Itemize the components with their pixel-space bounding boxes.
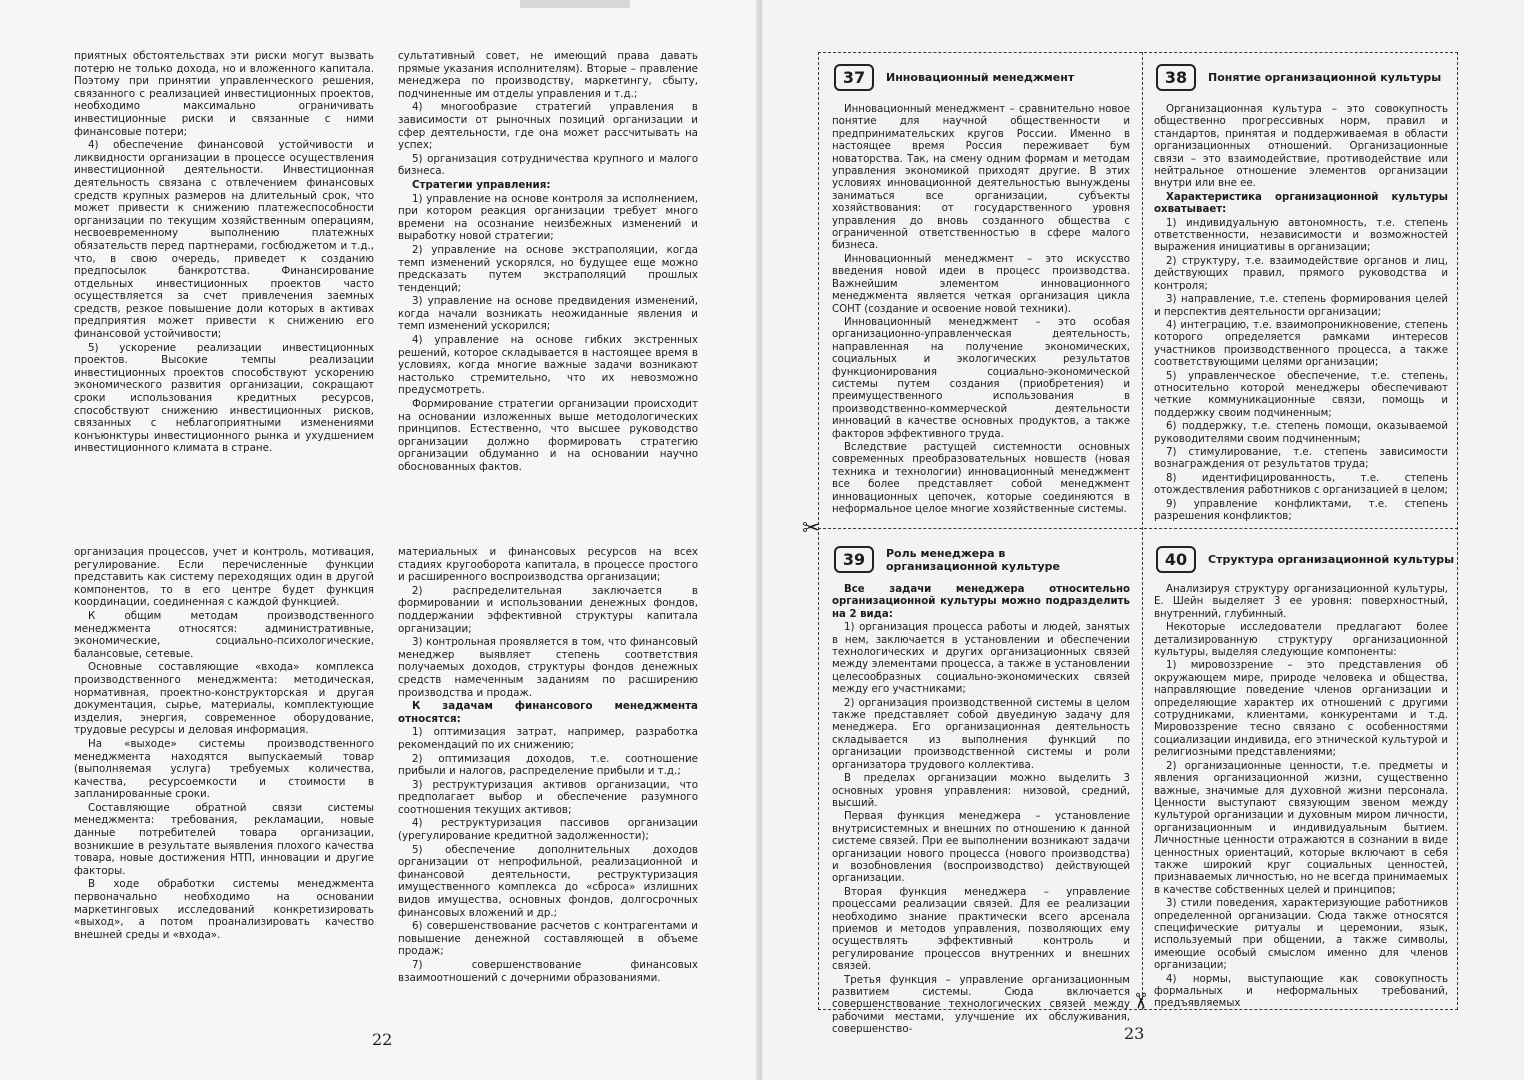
scissors-icon: ✂ xyxy=(1127,991,1153,1011)
paragraph: 1) мировоззрение – это представления об окружающем мире, природе человека и общества, направляющие поведение членов организации и определяющие характер их отношений с другими сотрудниками, клиентами, конкурентами и т.д. Мировоззрение тесно связано с особенностями социализации индивида, его этнической культурой и религиозными представлениями; xyxy=(1154,660,1448,759)
left-top-column-2 xyxy=(398,50,698,475)
paragraph: организация процессов, учет и контроль, мотивация, регулирование. Если перечисленные функции представить как систему переходящих один в другой компонентов, то в его центре будет функция координации, соединенная с каждой функцией. xyxy=(74,546,374,609)
paragraph: 1) управление на основе контроля за исполнением, при котором реакция организации требует много времени на осознание неизбежных изменений и выработку новой стратегии; xyxy=(398,192,698,243)
paragraph: материальных и финансовых ресурсов на всех стадиях кругооборота капитала, в процессе простого и расширенного воспроизводства организации; xyxy=(398,546,698,584)
paragraph: 4) обеспечение финансовой устойчивости и ликвидности организации в процессе осуществления инвестиционной деятельности. Инвестиционная деятельность связана с отвлечением финансовых средств крупных размеров на длительный срок, что может привести к снижению платежеспособности организации по текущим хозяйственным операциям, несвоевременному выполнению платежных обязательств перед партнерами, госбюджетом и т.д., что, в свою очередь, приведет к созданию предпосылок банкротства. Финансирование отдельных инвестиционных проектов часто осуществляется за счет привлечения заемных средств, резкое повышение доли которых в активах предприятия может привести к снижению его финансовой устойчивости; xyxy=(74,139,374,341)
page-number-left: 22 xyxy=(372,1030,393,1049)
paragraph: 5) организация сотрудничества крупного и малого бизнеса. xyxy=(398,152,698,178)
paragraph: В пределах организации можно выделить 3 основных уровня управления: низовой, средний, высший. xyxy=(832,773,1130,809)
paragraph: 6) совершенствование расчетов с контрагентами и повышение денежной составляющей в объеме продаж; xyxy=(398,920,698,958)
paragraph: К общим методам производственного менеджмента относятся: административные, экономические, социально-психологические, балансовые, сетевые. xyxy=(74,609,374,660)
paragraph: 5) ускорение реализации инвестиционных проектов. Высокие темпы реализации инвестиционных проектов способствуют ускорению экономического развития организации, сокращают сроки использования кредитных ресурсов, способствуют снижению инвестиционных рисков, связанных с неблагоприятными изменениями конъюнктуры инвестиционного рынка и ухудшением инвестиционного климата в стране. xyxy=(74,341,374,455)
paragraph: Анализируя структуру организационной культуры, Е. Шейн выделяет 3 ее уровня: поверхностный, внутренний, глубинный. xyxy=(1154,584,1448,620)
paragraph: 3) контрольная проявляется в том, что финансовый менеджер выявляет степень соответствия получаемых доходов, структуры фондов денежных средств намеченным заданиям по расширению производства и продаж. xyxy=(398,636,698,699)
card-body xyxy=(832,104,1130,517)
card-title: Структура организационной культуры xyxy=(1208,553,1455,566)
card-number: 39 xyxy=(834,546,874,573)
paragraph: 1) индивидуальную автономность, т.е. степень ответственности, независимости и возможностей выражения инициативы в организации; xyxy=(1154,217,1448,254)
paragraph: 4) управление на основе гибких экстренных решений, которое складывается в настоящее время в условиях, когда многие важные задачи возникают настолько стремительно, что их невозможно предусмотреть. xyxy=(398,334,698,397)
left-page xyxy=(0,0,760,1080)
card-number: 40 xyxy=(1156,546,1196,573)
scissors-icon: ✂ xyxy=(802,516,821,541)
paragraph: На «выходе» системы производственного менеджмента находятся выпускаемый товар (выполняемая услуга) требуемых количества, качества, ресурсоемкости и стоимости в запланированные сроки. xyxy=(74,737,374,801)
paragraph: Характеристика организационной культуры охватывает: xyxy=(1154,191,1448,216)
card-body xyxy=(832,584,1130,1038)
paragraph: 9) управление конфликтами, т.е. степень разрешения конфликтов; xyxy=(1154,498,1448,522)
section-heading: К задачам финансового менеджмента относятся: xyxy=(398,700,698,725)
paragraph: 5) обеспечение дополнительных доходов организации от непрофильной, реализационной и финансовой деятельности, реструктуризация имущественного комплекса до «сброса» излишних видов имущества, основных фондов, долгосрочных финансовых вложений и др.; xyxy=(398,843,698,919)
card-title: Инновационный менеджмент xyxy=(886,71,1075,84)
paragraph: 5) управленческое обеспечение, т.е. степень, относительно которой менеджеры обеспечивают четкие коммуникационные связи, помощь и поддержку своим подчиненным; xyxy=(1154,370,1448,419)
paragraph: сультативный совет, не имеющий права давать прямые указания исполнителям). Вторые – правление менеджера по производству, маркетингу, сбыту, подчиненные им отделы управления и т.д.; xyxy=(398,50,698,100)
card-body xyxy=(1154,104,1448,524)
paragraph: Организационная культура – это совокупность общественно прогрессивных норм, правил и стандартов, принятая и поддерживаемая в области организационных отношений. Организационные связи – это взаимодействие, противодействие или нейтральное отношение элементов организации внутри или вне ее. xyxy=(1154,104,1448,190)
paragraph: Третья функция – управление организационным развитием системы. Сюда включается совершенствование технологических связей между рабочими местами, улучшение их обслуживания, совершенство- xyxy=(832,974,1130,1036)
right-page xyxy=(762,0,1524,1080)
paragraph: 7) совершенствование финансовых взаимоотношений с дочерними образованиями. xyxy=(398,959,698,984)
paragraph: Формирование стратегии организации происходит на основании изложенных выше методологических принципов. Естественно, что высшее руководство организации должно формировать стратегию организации обдуманно и на основании научно обоснованных фактов. xyxy=(398,398,698,473)
paragraph: 3) стили поведения, характеризующие работников определенной организации. Сюда также относятся специфические ритуалы и церемонии, язык, используемый при общении, а также символы, имеющие особый смыслом именно для членов организации; xyxy=(1154,898,1448,972)
paragraph: Инновационный менеджмент – сравнительно новое понятие для научной общественности и предпринимательских кругов России. Именно в настоящее время Россия переживает бум новаторства. Так, на смену одним формам и методам управления экономикой приходят другие. В этих условиях инновационной деятельностью вынуждены заниматься все организации, субъекты хозяйствования: от государственного уровня управления до вновь созданного общества с ограниченной ответственностью в сфере малого бизнеса. xyxy=(832,104,1130,252)
paragraph: Составляющие обратной связи системы менеджмента: требования, рекламации, новые данные потребителей товара организации, возникшие в результате выявления плохого качества товара, новые достижения НТП, инновации и другие факторы. xyxy=(74,801,374,877)
card-title: Понятие организационной культуры xyxy=(1208,71,1442,84)
paragraph: Инновационный менеджмент – это искусство введения новой идеи в процесс производства. Важнейшим элементом инновационного менеджмента является четкая организация цикла СОНТ (создание и освоение новой техники). xyxy=(832,253,1130,315)
paragraph: 2) оптимизация доходов, т.е. соотношение прибыли и налогов, распределение прибыли и т.д.; xyxy=(398,752,698,778)
paragraph: 2) организационные ценности, т.е. предметы и явления организационной жизни, существенно важные, значимые для духовной жизни персонала. Ценности выступают связующим звеном между культурой организации и духовным миром личности, организационным и индивидуальным бытием. Личностные ценности отражаются в сознании в виде ценностных ориентаций, которые включают в себя также широкий круг социальных ценностей, признаваемых личностью, но не всегда принимаемых в качестве собственных целей и принципов; xyxy=(1154,760,1448,896)
paragraph: 3) направление, т.е. степень формирования целей и перспектив деятельности организации; xyxy=(1154,294,1448,318)
paragraph: 4) многообразие стратегий управления в зависимости от рыночных позиций организации и сфер деятельности, где она может рассчитывать на успех; xyxy=(398,101,698,152)
paragraph: 1) организация процесса работы и людей, занятых в нем, заключается в установлении и обеспечении технологических и других организационных связей между элементами процесса, а также в установлении целесообразных социально-экономических связей между его участниками; xyxy=(832,622,1130,696)
paragraph: 4) нормы, выступающие как совокупность формальных и неформальных требований, предъявляемых xyxy=(1154,973,1448,1010)
paragraph: Основные составляющие «входа» комплекса производственного менеджмента: методическая, нормативная, проектно-конструкторская и другая документация, сырье, материалы, комплектующие изделия, энергия, современное оборудование, трудовые ресурсы и деловая информация. xyxy=(74,661,374,737)
paragraph: 3) управление на основе предвидения изменений, когда начали возникать неожиданные явления и темп изменений ускорился; xyxy=(398,295,698,333)
paragraph: Вследствие растущей системности основных современных преобразовательных новшеств (новая техника и технологии) инновационный менеджмент все более представляет собой менеджмент инновационных цепочек, которые соединяются в неформальное целое многие хозяйственные системы. xyxy=(832,441,1130,515)
paragraph: 7) стимулирование, т.е. степень зависимости вознаграждения от результатов труда; xyxy=(1154,446,1448,471)
paragraph: Все задачи менеджера относительно организационной культуры можно подразделить на 2 вида: xyxy=(832,584,1130,620)
section-heading: Стратегии управления: xyxy=(412,178,551,191)
paragraph: В ходе обработки системы менеджмента первоначально необходимо на основании маркетинговых исследований конкретизировать «выход», а потом проанализировать качество внешней среды и «входа». xyxy=(74,878,374,941)
left-bottom-column-2 xyxy=(398,546,698,985)
left-top-column-1 xyxy=(74,50,374,456)
paragraph: Вторая функция менеджера – управление процессами реализации связей. Для ее реализации необходимо знание практически всего арсенала приемов и методов управления, позволяющих ему осуществлять эффективный контроль и регулирование процессов внутренних и внешних связей. xyxy=(832,886,1130,973)
card-number: 38 xyxy=(1156,64,1196,91)
paragraph: 4) реструктуризация пассивов организации (урегулирование кредитной задолженности); xyxy=(398,817,698,843)
paragraph: 3) реструктуризация активов организации, что предполагает выбор и обеспечение разумного соотношения текущих активов; xyxy=(398,778,698,816)
paragraph: Некоторые исследователи предлагают более детализированную структуру организационной культуры, выделяя следующие компоненты: xyxy=(1154,622,1448,659)
paragraph: 8) идентифицированность, т.е. степень отождествления работников с организацией в целом; xyxy=(1154,472,1448,497)
paragraph: 6) поддержку, т.е. степень помощи, оказываемой руководителями своим подчиненным; xyxy=(1154,421,1448,445)
paragraph: Инновационный менеджмент – это особая организационно-управленческая деятельность, направленная на получение экономических, социальных и экологических результатов функционирования социально-экономической системы путем создания (приобретения) и преимущественного использования в производственно-коммерческой деятельности инноваций в качестве основных продуктов, а также факторов эффективного труда. xyxy=(832,316,1130,440)
horizontal-cut-line xyxy=(818,528,1458,529)
paragraph: 2) распределительная заключается в формировании и использовании денежных фондов, поддержании эффективной структуры капитала организации; xyxy=(398,584,698,635)
card-number: 37 xyxy=(834,64,874,91)
paragraph: 2) организация производственной системы в целом также представляет собой двуединую задачу для менеджера. Его организационная деятельность складывается из выполнения функций по организации производственной системы и роли организатора трудового коллектива. xyxy=(832,697,1130,771)
paragraph: 2) структуру, т.е. взаимодействие органов и лиц, действующих правил, прямого руководства и контроля; xyxy=(1154,255,1448,292)
card-body xyxy=(1154,584,1448,1012)
paragraph: Первая функция менеджера – установление внутрисистемных и внешних по отношению к данной системе связей. При ее выполнении возникают задачи организации нового процесса (нового производства) и возобновления (воспроизводство) действующей организации. xyxy=(832,811,1130,885)
paragraph: 4) интеграцию, т.е. взаимопроникновение, степень которого определяется рамками интересов участников производственного процесса, а также соответствующими целями организации; xyxy=(1154,319,1448,369)
vertical-cut-line xyxy=(1142,52,1143,1010)
left-bottom-column-1 xyxy=(74,546,374,942)
paragraph: 2) управление на основе экстраполяции, когда темп изменений ускорялся, но будущее еще можно предсказать путем экстраполяций прошлых тенденций; xyxy=(398,243,698,294)
paragraph: 1) оптимизация затрат, например, разработка рекомендаций по их снижению; xyxy=(398,726,698,751)
page-number-right: 23 xyxy=(1124,1024,1145,1043)
running-header xyxy=(520,0,630,8)
card-title: Роль менеджера в организационной культуре xyxy=(886,546,1060,573)
paragraph: приятных обстоятельствах эти риски могут вызвать потерю не только дохода, но и вложенного капитала. Поэтому при принятии управленческого решения, связанного с реализацией инвестиционных проектов, необходимо максимально ограничивать инвестиционные риски и связанные с ними финансовые потери; xyxy=(74,50,374,138)
